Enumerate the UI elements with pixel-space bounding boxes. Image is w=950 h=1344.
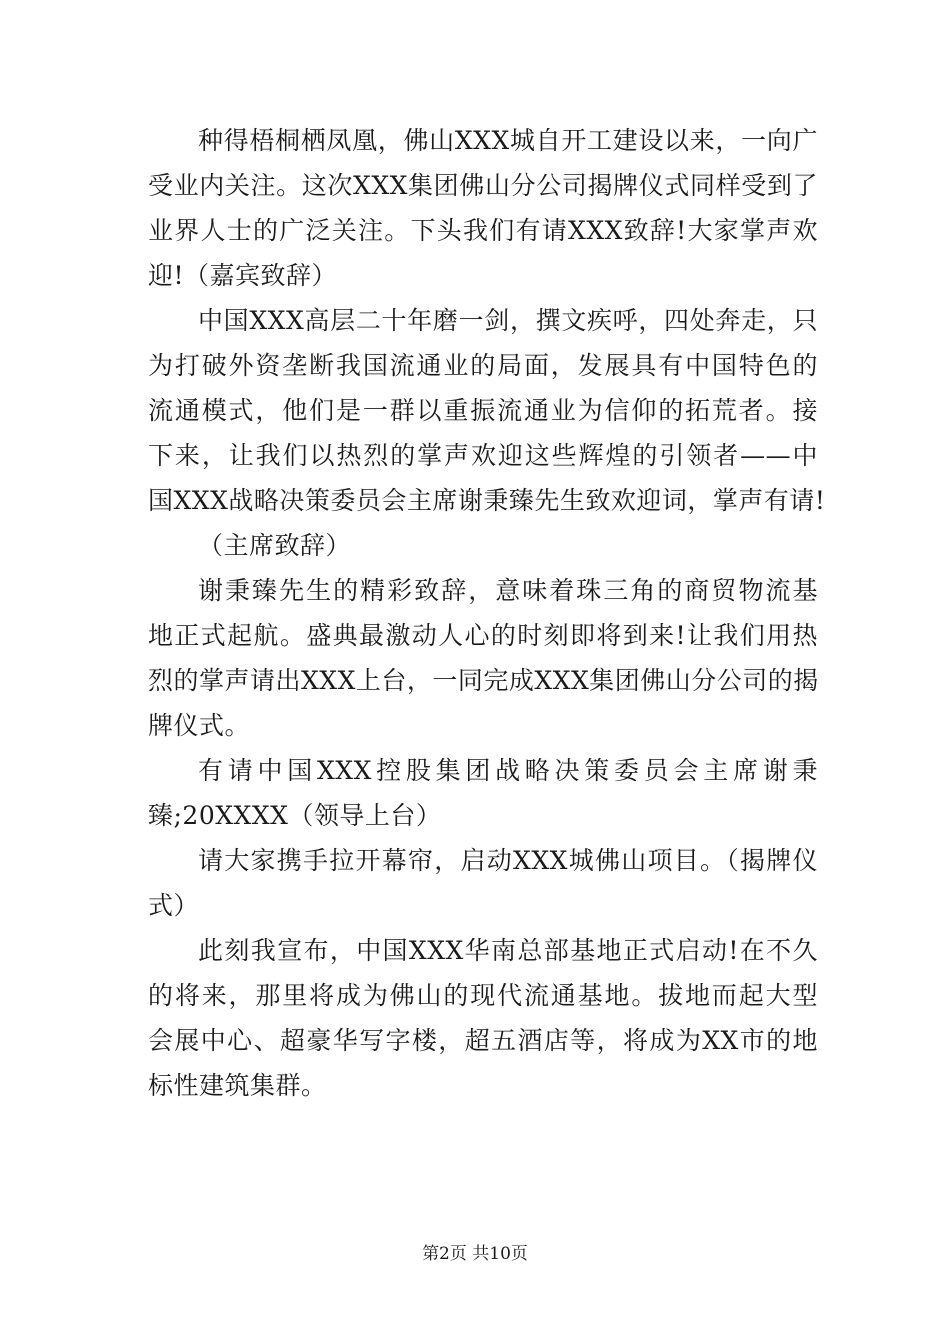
- text-line: 会展中心、超豪华写字楼，超五酒店等，将成为XX市的地: [148, 1026, 818, 1055]
- paragraph-7: [148, 928, 818, 1108]
- text-line: 臻;20XXXX（领导上台）: [148, 801, 442, 830]
- text-line: 中国XXX高层二十年磨一剑，撰文疾呼，四处奔走，只: [198, 306, 818, 335]
- text-line: 流通模式，他们是一群以重振流通业为信仰的拓荒者。接: [148, 396, 818, 425]
- text-line: 业界人士的广泛关注。下头我们有请XXX致辞!大家掌声欢: [148, 216, 818, 245]
- text-line: 此刻我宣布，中国XXX华南总部基地正式启动!在不久: [198, 936, 818, 965]
- text-line: 牌仪式。: [148, 711, 251, 740]
- text-line: 的将来，那里将成为佛山的现代流通基地。拔地而起大型: [148, 981, 818, 1010]
- page-number-label: 第2页 共10页: [422, 1244, 528, 1264]
- text-line: 受业内关注。这次XXX集团佛山分公司揭牌仪式同样受到了: [148, 171, 818, 200]
- paragraph-2: [148, 298, 826, 523]
- paragraph-4: [148, 568, 818, 748]
- text-line: 请大家携手拉开幕帘，启动XXX城佛山项目。（揭牌仪: [198, 846, 818, 875]
- text-line: （主席致辞）: [198, 531, 352, 560]
- text-line: 国XXX战略决策委员会主席谢秉臻先生致欢迎词，掌声有请!: [148, 486, 826, 515]
- paragraph-1: [148, 118, 818, 298]
- text-line: 地正式起航。盛典最激动人心的时刻即将到来!让我们用热: [148, 621, 818, 650]
- text-line: 种得梧桐栖凤凰，佛山XXX城自开工建设以来，一向广: [198, 126, 818, 155]
- text-line: 迎!（嘉宾致辞）: [148, 261, 338, 290]
- text-line: 式）: [148, 891, 200, 920]
- text-line: 下来，让我们以热烈的掌声欢迎这些辉煌的引领者——中: [148, 441, 818, 470]
- text-line: 标性建筑集群。: [148, 1071, 327, 1100]
- document-body: [148, 118, 826, 1108]
- paragraph-6: [148, 838, 818, 928]
- text-line: 为打破外资垄断我国流通业的局面，发展具有中国特色的: [148, 351, 818, 380]
- text-line: 烈的掌声请出XXX上台，一同完成XXX集团佛山分公司的揭: [148, 666, 819, 695]
- paragraph-5: [148, 748, 818, 838]
- page-footer: [0, 1242, 950, 1266]
- paragraph-3: [148, 523, 818, 568]
- text-line: 谢秉臻先生的精彩致辞，意味着珠三角的商贸物流基: [198, 576, 818, 605]
- text-line: 有请中国XXX控股集团战略决策委员会主席谢秉: [198, 756, 818, 785]
